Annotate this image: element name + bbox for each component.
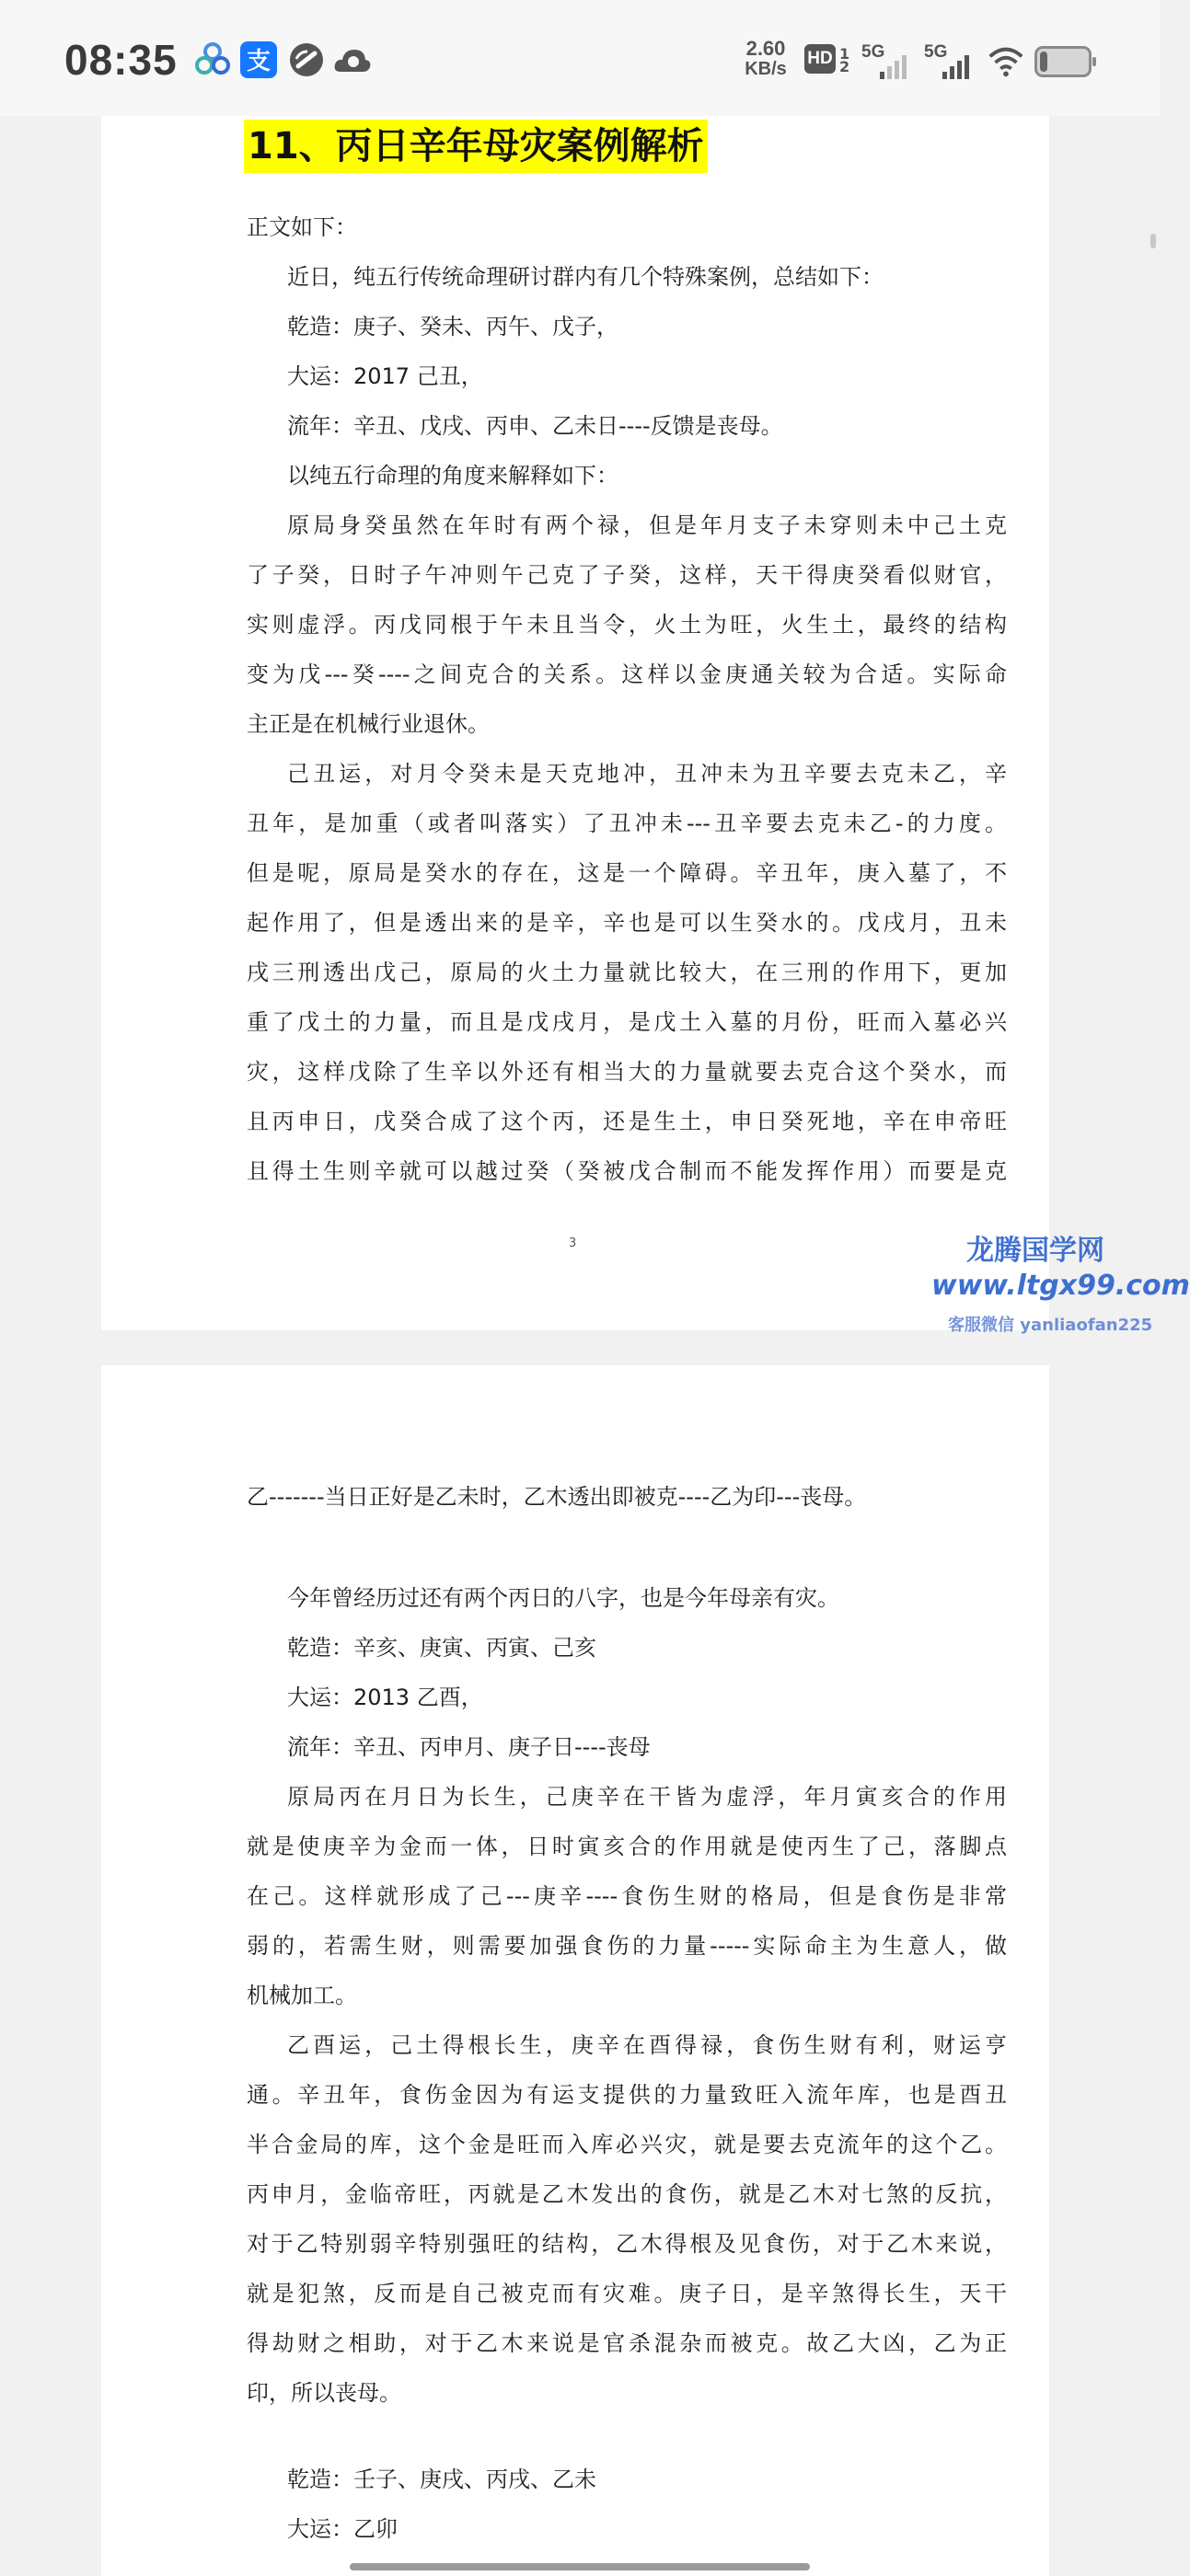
paragraph-line: 近日，纯五行传统命理研讨群内有几个特殊案例，总结如下： [287, 264, 884, 290]
paragraph-line: 丑年，是加重（或者叫落实）了丑冲未---丑辛要去克未乙-的力度。 [247, 811, 1007, 836]
hd-sim-2: 2 [839, 58, 850, 75]
home-gesture-bar[interactable] [350, 2563, 810, 2570]
paragraph-line: 原局身癸虽然在年时有两个禄，但是年月支子未穿则未中己土克 [287, 512, 1007, 538]
page-number: 3 [569, 1236, 577, 1250]
watermark-contact: 客服微信 yanliaofan225 [948, 1316, 1153, 1335]
svg-text:支: 支 [246, 48, 272, 75]
network-speed-value: 2.60 [745, 37, 786, 60]
sim1-network-label: 5G [861, 42, 885, 62]
paragraph-line: 了子癸，日时子午冲则午己克了子癸，这样，天干得庚癸看似财官， [247, 562, 1007, 588]
paragraph-line: 就是使庚辛为金而一体，日时寅亥合的作用就是使丙生了己，落脚点 [247, 1834, 1007, 1859]
section-heading: 11、丙日辛年母灾案例解析 [244, 120, 708, 173]
hd-sim-1: 1 [839, 45, 850, 63]
signal-bars-icon [861, 42, 913, 79]
status-bar [0, 0, 1160, 116]
paragraph-line: 正文如下： [247, 214, 357, 240]
paragraph-line: 在己。这样就形成了己---庚辛----食伤生财的格局，但是食伤是非常 [247, 1883, 1007, 1909]
paragraph-line: 且丙申日，戊癸合成了这个丙，还是生土，申日癸死地，辛在申帝旺 [247, 1109, 1007, 1134]
signal-bars-icon [924, 42, 976, 79]
paragraph-line: 大运：2013 乙酉， [287, 1685, 483, 1710]
paragraph-line: 大运：2017 己丑， [287, 363, 483, 389]
paragraph-line: 实则虚浮。丙戊同根于午未且当令，火土为旺，火生土，最终的结构 [247, 612, 1007, 638]
battery-icon [1034, 46, 1092, 77]
sim1-signal [861, 42, 913, 79]
paragraph-line: 灾，这样戊除了生辛以外还有相当大的力量就要去克合这个癸水，而 [247, 1059, 1007, 1085]
document-page-2 [101, 1365, 1049, 2576]
paragraph-line: 主正是在机械行业退休。 [247, 711, 490, 737]
paragraph-line: 以纯五行命理的角度来解释如下： [287, 463, 618, 489]
paragraph-line: 乾造：壬子、庚戌、丙戌、乙未 [287, 2467, 596, 2492]
paragraph-line: 戌三刑透出戊己，原局的火土力量就比较大，在三刑的作用下，更加 [247, 960, 1007, 985]
alipay-icon [239, 40, 278, 79]
sim2-signal [924, 42, 976, 79]
paragraph-line: 丙申月，金临帝旺，丙就是乙木发出的食伤，就是乙木对七煞的反抗， [247, 2181, 1007, 2207]
paragraph-line: 乙-------当日正好是乙未时，乙木透出即被克----乙为印---丧母。 [247, 1484, 867, 1510]
paragraph-line: 弱的，若需生财，则需要加强食伤的力量-----实际命主为生意人，做 [247, 1933, 1007, 1959]
weather-cloud-icon [333, 40, 372, 79]
network-speed [736, 39, 795, 79]
paragraph-line: 且得土生则辛就可以越过癸（癸被戊合制而不能发挥作用）而要是克 [247, 1158, 1007, 1184]
battery-fill [1040, 52, 1047, 72]
link-icon [287, 40, 326, 79]
watermark-title: 龙腾国学网 [966, 1235, 1104, 1267]
paragraph-line: 大运：乙卯 [287, 2516, 398, 2542]
paragraph-line: 通。辛丑年，食伤金因为有运支提供的力量致旺入流年库，也是酉丑 [247, 2082, 1007, 2108]
paragraph-line: 得劫财之相助，对于乙木来说是官杀混杂而被克。故乙大凶，乙为正 [247, 2330, 1007, 2356]
status-time: 08:35 [64, 36, 178, 84]
paragraph-line: 流年：辛丑、丙申月、庚子日----丧母 [287, 1734, 651, 1760]
hd-sim-indicator [839, 45, 850, 75]
paragraph-line: 但是呢，原局是癸水的存在，这是一个障碍。辛丑年，庚入墓了，不 [247, 860, 1007, 886]
document-page-1 [101, 116, 1049, 1330]
sim2-network-label: 5G [924, 42, 948, 62]
watermark-url: www.ltgx99.com [931, 1270, 1190, 1302]
paragraph-line: 流年：辛丑、戊戌、丙申、乙未日----反馈是丧母。 [287, 413, 783, 439]
wifi-icon [987, 42, 1025, 81]
paragraph-line: 起作用了，但是透出来的是辛，辛也是可以生癸水的。戊戌月，丑未 [247, 910, 1007, 936]
paragraph-line: 变为戊---癸----之间克合的关系。这样以金庚通关较为合适。实际命 [247, 661, 1007, 687]
paragraph-line: 就是犯煞，反而是自己被克而有灾难。庚子日，是辛煞得长生，天干 [247, 2281, 1007, 2306]
paragraph-line: 原局丙在月日为长生，己庚辛在干皆为虚浮，年月寅亥合的作用 [287, 1784, 1007, 1810]
paragraph-line: 己丑运，对月令癸未是天克地冲，丑冲未为丑辛要去克未乙，辛 [287, 761, 1007, 787]
paragraph-line: 机械加工。 [247, 1983, 357, 2008]
network-speed-unit: KB/s [745, 59, 787, 79]
paragraph-line: 重了戊土的力量，而且是戊戌月，是戊土入墓的月份，旺而入墓必兴 [247, 1009, 1007, 1035]
paragraph-line: 对于乙特别弱辛特别强旺的结构，乙木得根及见食伤，对于乙木来说， [247, 2231, 1007, 2257]
paragraph-line: 乙酉运，己土得根长生，庚辛在酉得禄，食伤生财有利，财运亨 [287, 2032, 1007, 2058]
hd-voice-badge: HD [804, 44, 836, 74]
paragraph-line: 半合金局的库，这个金是旺而入库必兴灾，就是要去克流年的这个乙。 [247, 2132, 1007, 2157]
cloud-flower-icon [193, 40, 232, 79]
paragraph-line: 今年曾经历过还有两个丙日的八字，也是今年母亲有灾。 [287, 1585, 839, 1611]
paragraph-line: 乾造：辛亥、庚寅、丙寅、己亥 [287, 1635, 596, 1661]
paragraph-line: 印，所以丧母。 [247, 2380, 401, 2406]
paragraph-line: 乾造：庚子、癸未、丙午、戊子， [287, 314, 618, 339]
scrollbar-thumb[interactable] [1150, 234, 1156, 248]
